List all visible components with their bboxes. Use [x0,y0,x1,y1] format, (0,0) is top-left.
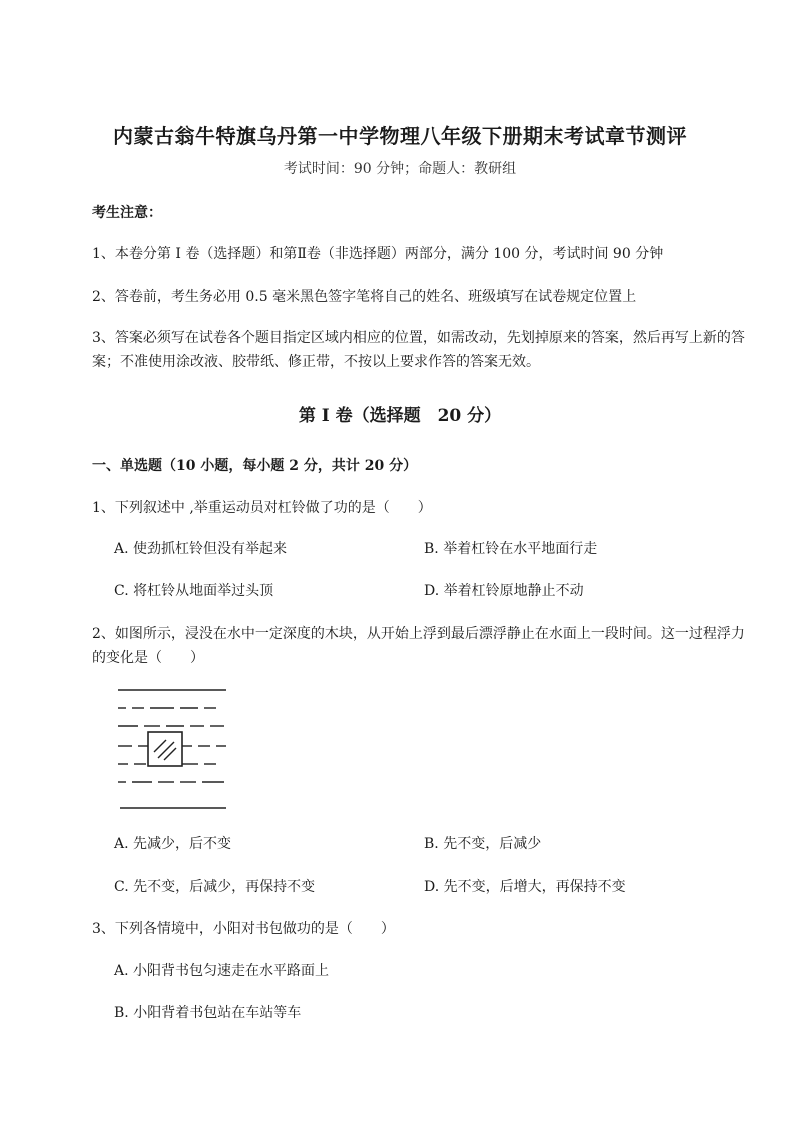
option-c: C. 先不变，后减少，再保持不变 [114,879,316,895]
part-heading: 一、单选题（10 小题，每小题 2 分，共计 20 分） [92,458,418,474]
water-block-figure [112,682,232,814]
option-a: A. 先减少，后不变 [114,836,232,852]
option-d: D. 举着杠铃原地静止不动 [424,583,584,599]
question-stem: 3、下列各情境中，小阳对书包做功的是（ ） [92,921,395,937]
option-a: A. 使劲抓杠铃但没有举起来 [114,541,288,557]
notice-heading: 考生注意： [92,205,162,221]
notice-item: 3、答案必须写在试卷各个题目指定区域内相应的位置，如需改动，先划掉原来的答案，然后再写上新的答案；不准使用涂改液、胶带纸、修正带，不按以上要求作答的答案无效。 [92,330,745,370]
exam-title: 内蒙古翁牛特旗乌丹第一中学物理八年级下册期末考试章节测评 [113,124,687,148]
exam-subtitle: 考试时间：90 分钟；命题人：教研组 [283,161,517,177]
notice-item: 2、答卷前，考生务必用 0.5 毫米黑色签字笔将自己的姓名、班级填写在试卷规定位置上 [92,289,637,305]
option-b: B. 小阳背着书包站在车站等车 [114,1005,302,1021]
option-d: D. 先不变，后增大，再保持不变 [424,879,626,895]
notice-item: 1、本卷分第 I 卷（选择题）和第Ⅱ卷（非选择题）两部分，满分 100 分，考试时间 90 分钟 [92,246,664,262]
option-b: B. 先不变，后减少 [424,836,542,852]
option-c: C. 将杠铃从地面举过头顶 [114,583,274,599]
question-stem: 1、下列叙述中 ,举重运动员对杠铃做了功的是（ ） [92,500,432,516]
option-a: A. 小阳背书包匀速走在水平路面上 [114,963,330,979]
section-title: 第 I 卷（选择题 20 分） [298,406,502,426]
question-stem: 2、如图所示，浸没在水中一定深度的木块，从开始上浮到最后漂浮静止在水面上一段时间。这一过程浮力的变化是（ ） [92,626,745,666]
option-b: B. 举着杠铃在水平地面行走 [424,541,598,557]
